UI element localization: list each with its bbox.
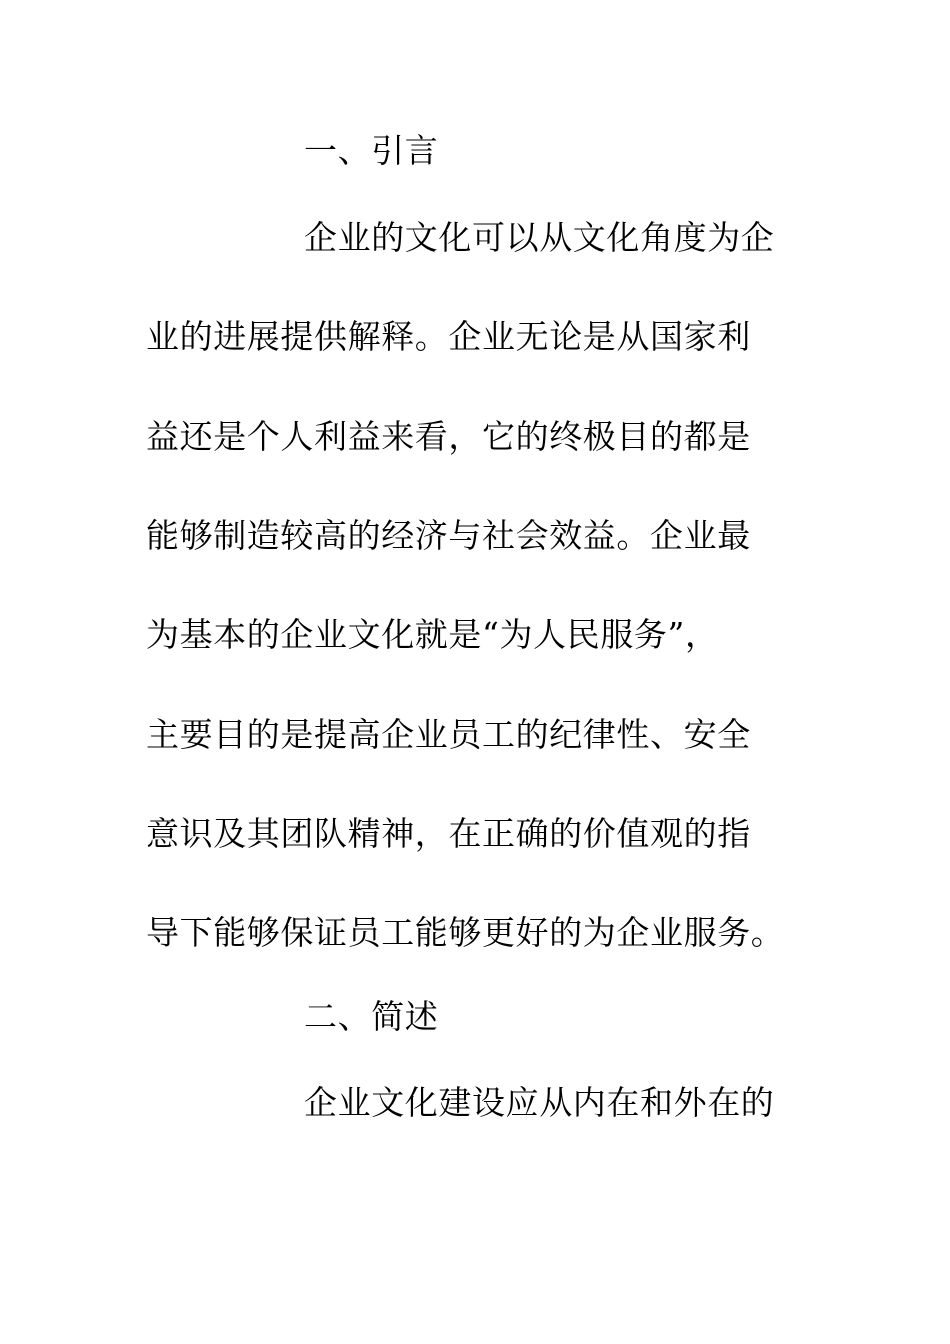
paragraph-line: 企业文化建设应从内在和外在的 (304, 1083, 775, 1122)
paragraph-line: 导下能够保证员工能够更好的为企业服务。 (146, 913, 785, 952)
section-heading-overview: 二、简述 (304, 997, 439, 1036)
paragraph-line: 企业的文化可以从文化角度为企 (304, 218, 775, 257)
paragraph-line: 意识及其团队精神，在正确的价值观的指 (146, 814, 751, 853)
paragraph-line: 益还是个人利益来看，它的终极目的都是 (146, 417, 751, 456)
paragraph-line: 主要目的是提高企业员工的纪律性、安全 (146, 715, 751, 754)
paragraph-line: 能够制造较高的经济与社会效益。企业最 (146, 516, 751, 555)
paragraph-line: 为基本的企业文化就是“为人民服务”， (146, 615, 719, 654)
paragraph-line: 业的进展提供解释。企业无论是从国家利 (146, 317, 751, 356)
section-heading-introduction: 一、引言 (304, 131, 439, 170)
